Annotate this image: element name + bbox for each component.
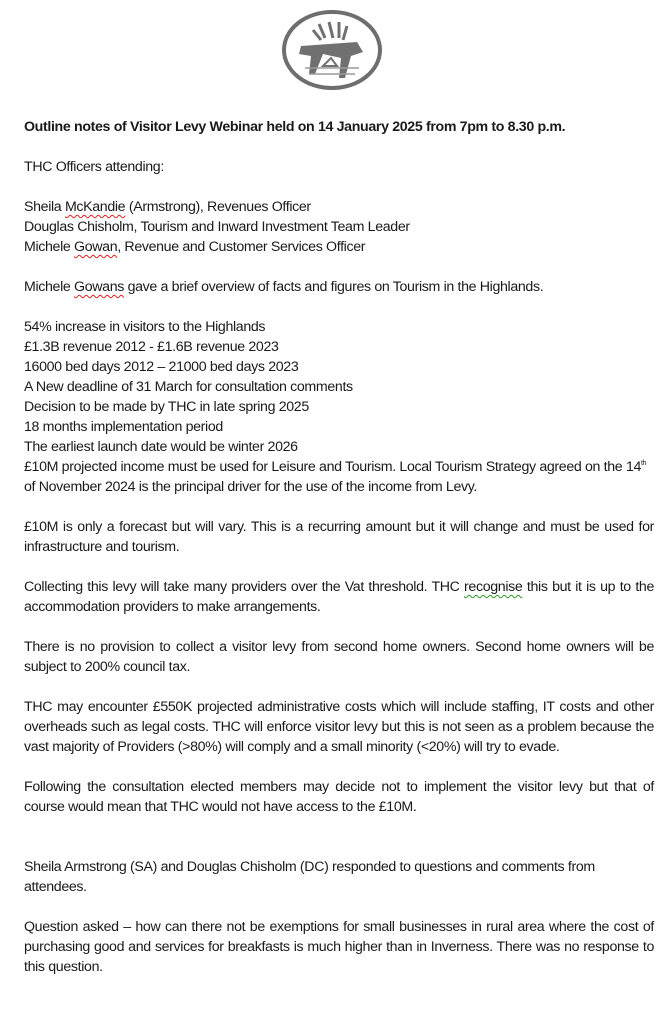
fact-item: A New deadline of 31 March for consultation comments	[24, 379, 353, 395]
officer-item: Sheila McKandie (Armstrong), Revenues Officer	[24, 199, 311, 215]
officer-item: Michele Gowan, Revenue and Customer Services Officer	[24, 239, 366, 255]
vat-paragraph: Collecting this levy will take many providers over the Vat threshold. THC recognise this but it is up to the accommodation providers to make arrangements.	[24, 579, 654, 615]
fact-item: The earliest launch date would be winter 2026	[24, 439, 298, 455]
fact-item: 18 months implementation period	[24, 419, 223, 435]
income-paragraph: £10M projected income must be used for Leisure and Tourism. Local Tourism Strategy agreed on the 14th of November 2024 is the principal driver for the use of the income from Levy.	[24, 459, 647, 495]
spelling-flagged-word: Gowans	[74, 279, 124, 295]
fact-item: 54% increase in visitors to the Highlands	[24, 319, 266, 335]
overview-paragraph: Michele Gowans gave a brief overview of facts and figures on Tourism in the Highlands.	[24, 279, 544, 295]
officer-item: Douglas Chisholm, Tourism and Inward Investment Team Leader	[24, 219, 410, 235]
spelling-flagged-word: McKandie	[64, 199, 126, 215]
following-paragraph: Following the consultation elected members may decide not to implement the visitor levy but that of course would mean that THC would not have access to the £10M.	[24, 779, 654, 815]
fact-item: £1.3B revenue 2012 - £1.6B revenue 2023	[24, 339, 279, 355]
highland-council-crest-icon	[279, 8, 385, 92]
spelling-flagged-word: Gowan	[74, 239, 118, 255]
fact-item: 16000 bed days 2012 – 21000 bed days 2023	[24, 359, 299, 375]
forecast-paragraph: £10M is only a forecast but will vary. This is a recurring amount but it will change and must be used for infrastructure and tourism.	[24, 519, 654, 555]
facts-list	[24, 317, 654, 497]
officers-heading: THC Officers attending:	[24, 159, 164, 175]
officers-list	[24, 197, 654, 257]
fact-item: Decision to be made by THC in late spring 2025	[24, 399, 309, 415]
document-body	[24, 117, 654, 977]
question-paragraph: Question asked – how can there not be exemptions for small businesses in rural area where the cost of purchasing good and services for breakfasts is much higher than in Inverness. There was no response to this question.	[24, 919, 654, 975]
document-title: Outline notes of Visitor Levy Webinar held on 14 January 2025 from 7pm to 8.30 p.m.	[24, 119, 566, 135]
admin-costs-paragraph: THC may encounter £550K projected administrative costs which will include staffing, IT costs and other overheads such as legal costs. THC will enforce visitor levy but this is not seen as a problem because the vast majority of Providers (>80%) will comply and a small minority (<20%) will try to evade.	[24, 699, 654, 755]
second-home-paragraph: There is no provision to collect a visitor levy from second home owners. Second home owners will be subject to 200% council tax.	[24, 639, 654, 675]
grammar-flagged-word: recognise	[464, 579, 523, 595]
responded-paragraph: Sheila Armstrong (SA) and Douglas Chisholm (DC) responded to questions and comments from attendees.	[24, 859, 595, 895]
